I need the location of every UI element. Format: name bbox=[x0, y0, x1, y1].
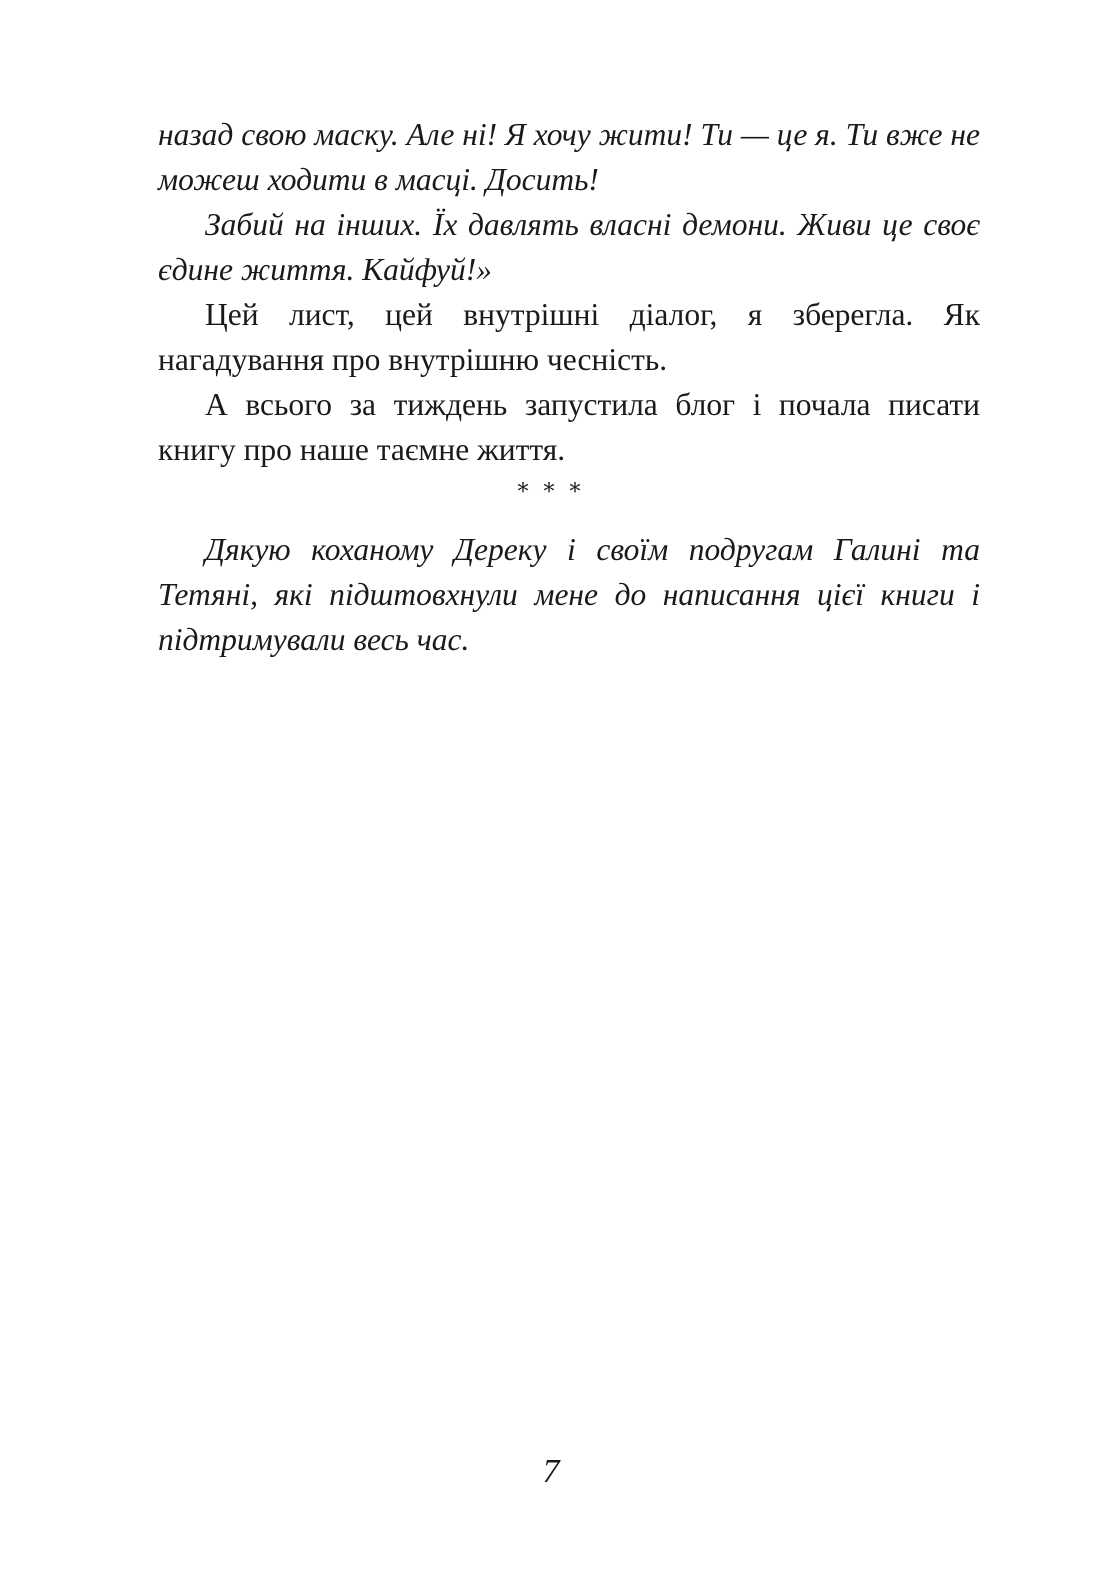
acknowledgement-text: Дякую коханому Дереку і своїм подругам Галині та Тетяні, які підштовхнули мене до написання цієї книги і підтримували весь час. bbox=[158, 532, 980, 657]
section-separator: * * * bbox=[517, 480, 585, 505]
page-number: 7 bbox=[542, 1453, 560, 1490]
paragraph-blog: А всього за тиждень запустила блог і почала писати книгу про наше таємне життя. bbox=[158, 387, 980, 467]
paragraph-letter: Цей лист, цей внутрішні діалог, я зберегла. Як нагадування про внутрішню чесність. bbox=[158, 297, 980, 377]
paragraph-demons: Забий на інших. Їх давлять власні демони. Живи це своє єдине життя. Кайфуй!» bbox=[158, 207, 980, 287]
main-text bbox=[158, 112, 980, 472]
acknowledgement bbox=[158, 527, 980, 662]
paragraph-mask: назад свою маску. Але ні! Я хочу жити! Ти — це я. Ти вже не можеш ходити в масці. Досить! bbox=[158, 117, 980, 197]
